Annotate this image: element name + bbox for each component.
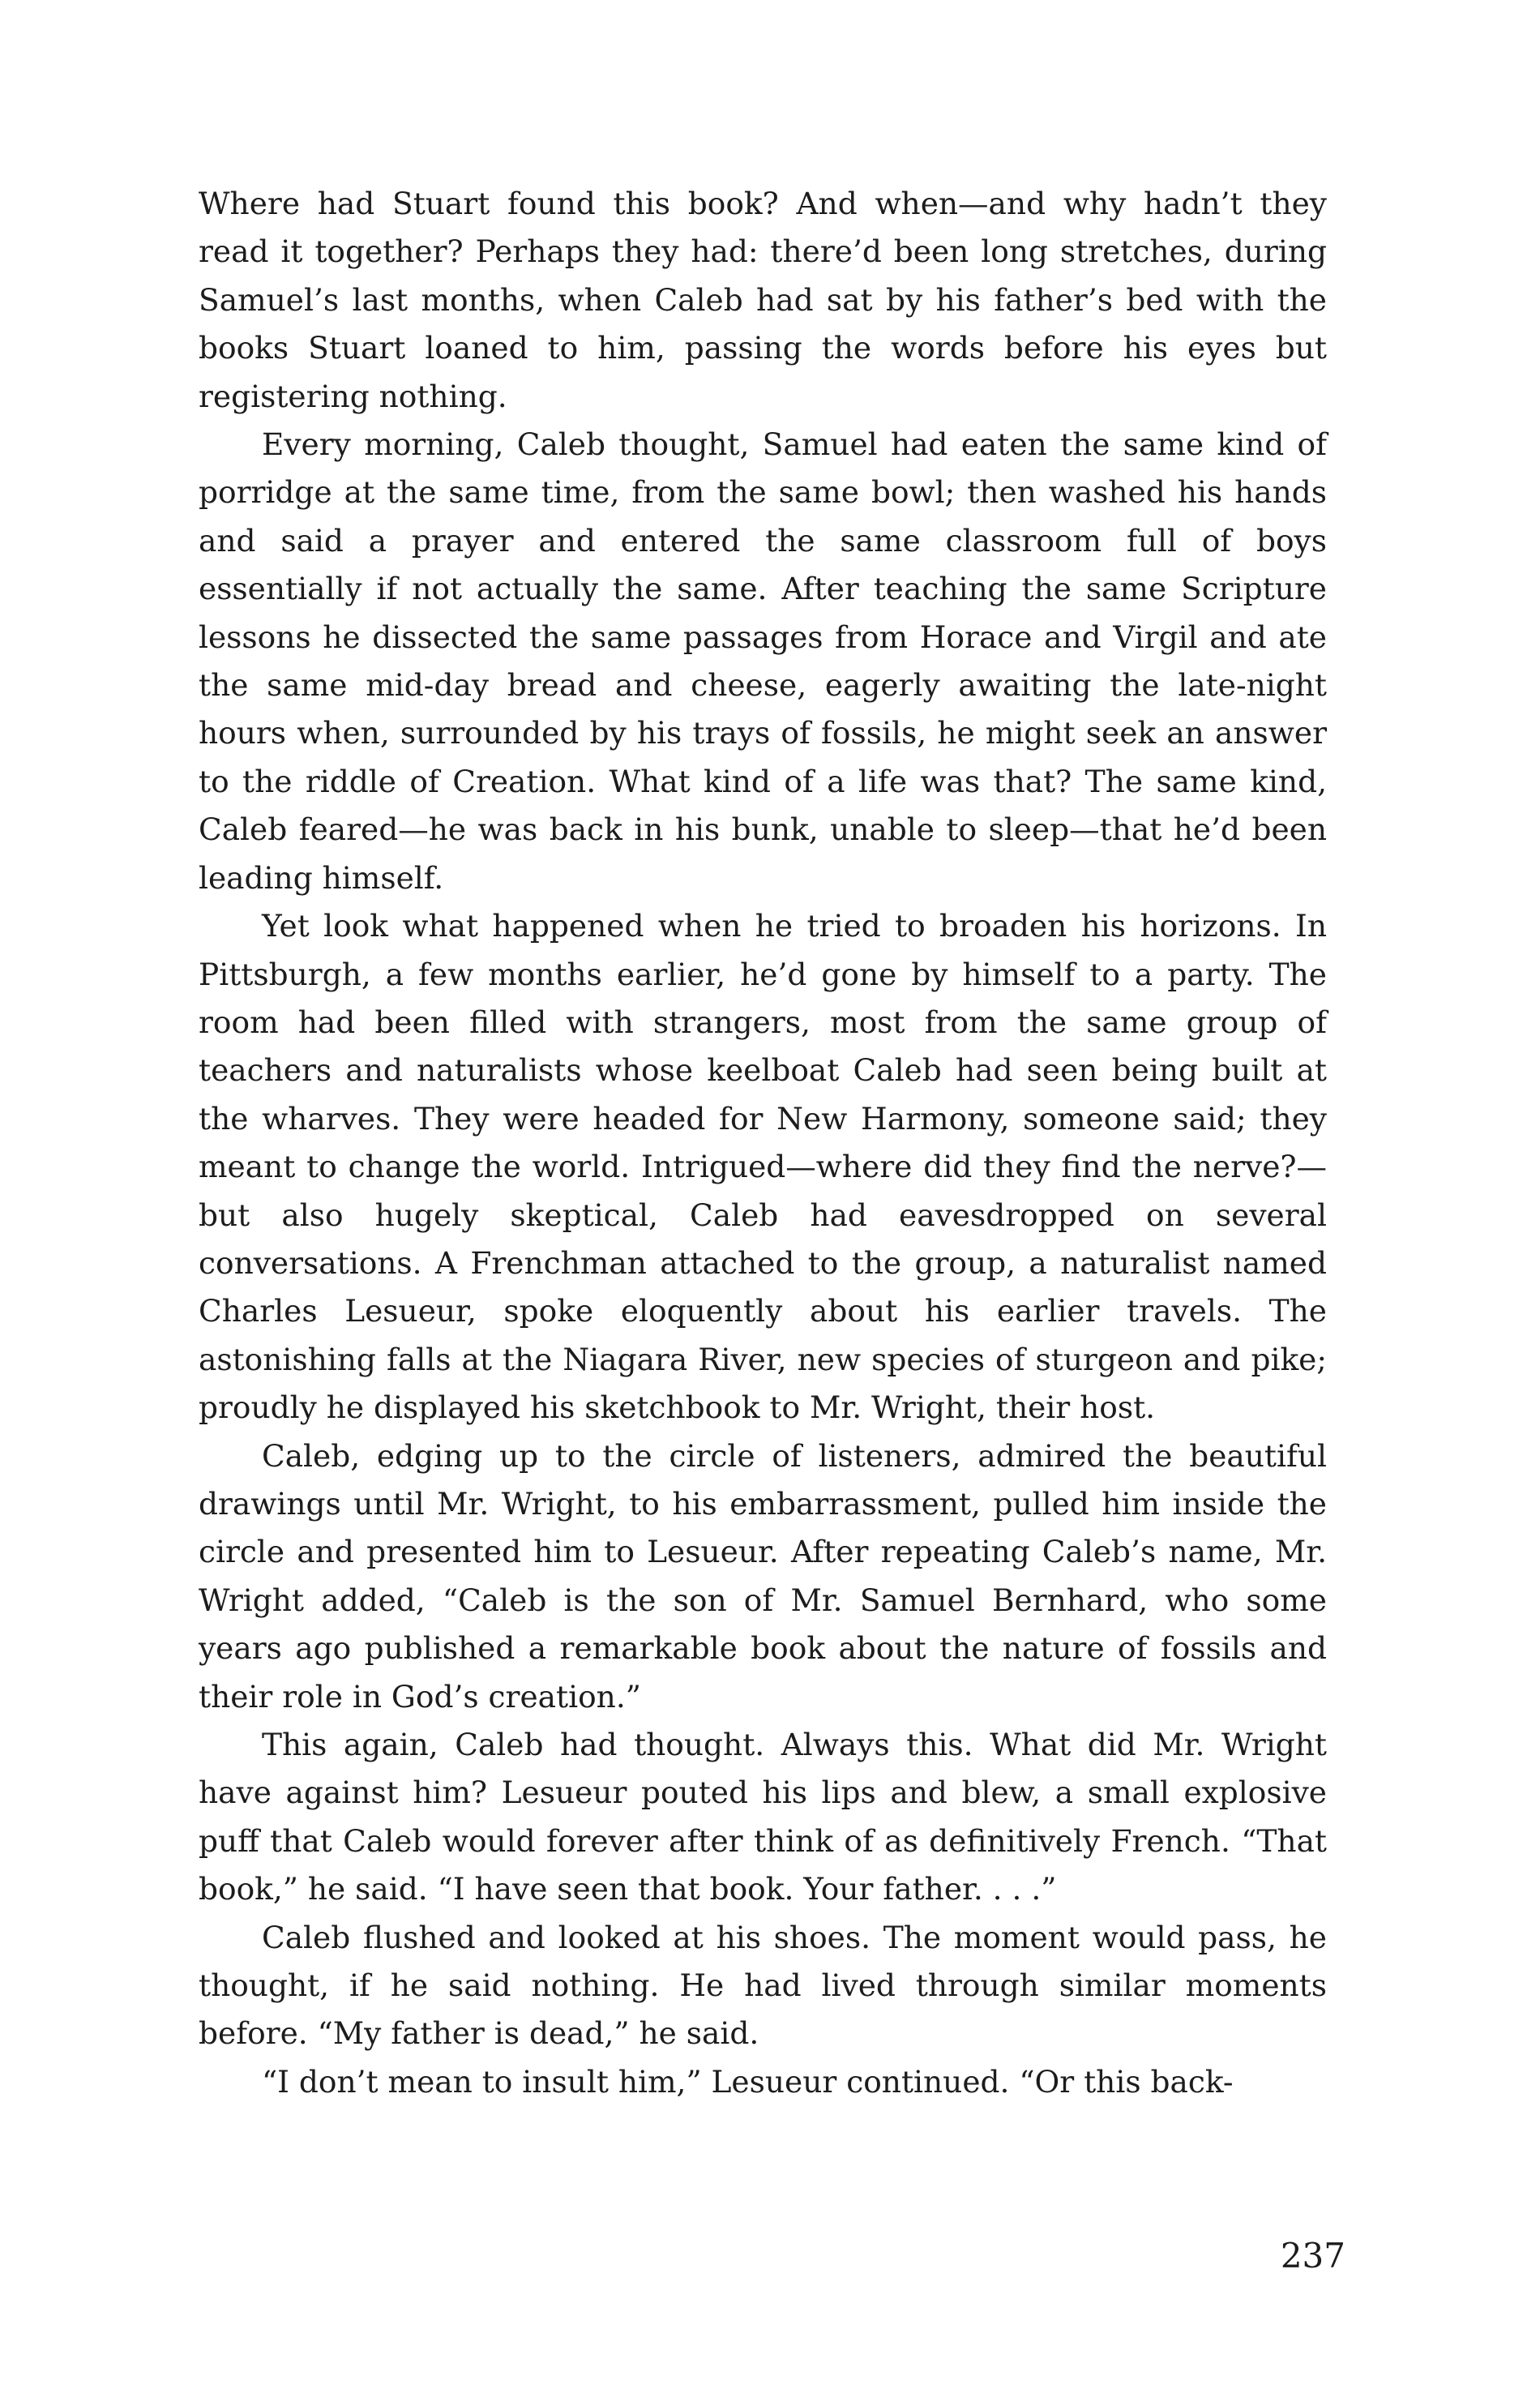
- paragraph-7: “I don’t mean to insult him,” Lesueur continued. “Or this back-: [262, 2063, 1234, 2100]
- paragraph-5: This again, Caleb had thought. Always this. What did Mr. Wright have against him? Lesueur pouted his lips and blew, a small explosive puff that Caleb would forever after think of as definitively French. “That book,” he said. “I have seen that book. Your father. . . .”: [199, 1727, 1327, 1907]
- paragraph-2: Every morning, Caleb thought, Samuel had eaten the same kind of porridge at the same time, from the same bowl; then washed his hands and said a prayer and entered the same classroom full of boys essentially if not actually the same. After teaching the same Scripture lessons he dissected the same passages from Horace and Virgil and ate the same mid-day bread and cheese, eagerly awaiting the late-night hours when, surrounded by his trays of fossils, he might seek an answer to the riddle of Creation. What kind of a life was that? The same kind, Caleb feared—he was back in his bunk, unable to sleep—that he’d been leading himself.: [199, 426, 1327, 896]
- paragraph-6: Caleb flushed and looked at his shoes. The moment would pass, he thought, if he said nothing. He had lived through similar moments before. “My father is dead,” he said.: [199, 1919, 1327, 2052]
- paragraph-3: Yet look what happened when he tried to broaden his horizons. In Pittsburgh, a few months earlier, he’d gone by himself to a party. The room had been filled with strangers, most from the same group of teachers and naturalists whose keelboat Caleb had seen being built at the wharves. They were headed for New Harmony, someone said; they meant to change the world. Intrigued—where did they find the nerve?—but also hugely skeptical, Caleb had eavesdropped on several conversations. A Frenchman attached to the group, a naturalist named Charles Lesueur, spoke eloquently about his earlier travels. The astonishing falls at the Niagara River, new species of sturgeon and pike; proudly he displayed his sketchbook to Mr. Wright, their host.: [199, 908, 1327, 1426]
- paragraph-1: Where had Stuart found this book? And when—and why hadn’t they read it together? Perhaps they had: there’d been long stretches, during Samuel’s last months, when Caleb had sat by his father’s bed with the books Stuart loaned to him, passing the words before his eyes but registering nothing.: [199, 186, 1327, 414]
- page-number: 237: [1280, 2236, 1345, 2276]
- paragraph-4: Caleb, edging up to the circle of listeners, admired the beautiful drawings until Mr. Wright, to his embarrassment, pulled him inside the circle and presented him to Lesueur. After repeating Caleb’s name, Mr. Wright added, “Caleb is the son of Mr. Samuel Bernhard, who some years ago published a remarkable book about the nature of fossils and their role in God’s creation.”: [199, 1437, 1327, 1715]
- body-text: [199, 180, 1327, 2106]
